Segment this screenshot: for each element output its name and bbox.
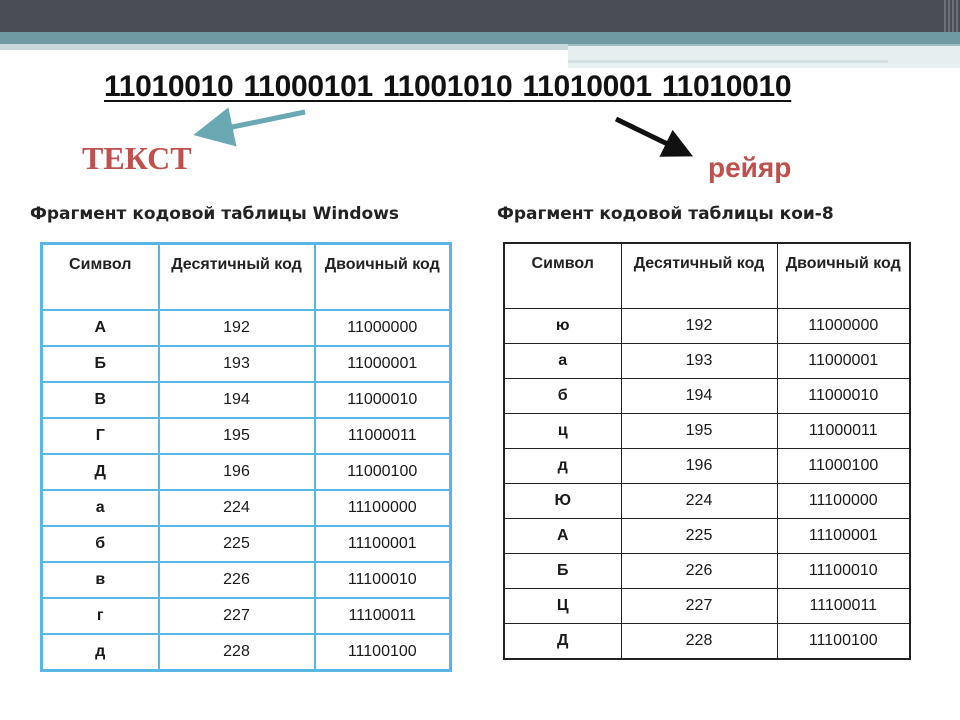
cell-symbol: Ю	[504, 484, 621, 519]
cell-symbol: А	[504, 519, 621, 554]
cell-decimal: 196	[159, 454, 315, 490]
koi8-table-body	[504, 309, 910, 660]
header-binary: Двоичный код	[315, 244, 451, 311]
header-symbol: Символ	[42, 244, 159, 311]
cell-symbol: б	[504, 379, 621, 414]
cell-decimal: 192	[621, 309, 777, 344]
table-row	[504, 344, 910, 379]
cell-symbol: Д	[504, 624, 621, 660]
cell-symbol: в	[42, 562, 159, 598]
header-binary: Двоичный код	[777, 243, 910, 309]
cell-binary: 11100000	[777, 484, 910, 519]
cell-symbol: б	[42, 526, 159, 562]
koi8-table-caption: Фрагмент кодовой таблицы кои-8	[497, 204, 834, 224]
table-row	[504, 589, 910, 624]
cell-decimal: 226	[621, 554, 777, 589]
cell-binary: 11100001	[315, 526, 451, 562]
cell-decimal: 224	[621, 484, 777, 519]
cell-binary: 11100001	[777, 519, 910, 554]
cell-binary: 11100010	[777, 554, 910, 589]
cell-binary: 11000011	[315, 418, 451, 454]
cell-symbol: В	[42, 382, 159, 418]
table-row	[504, 449, 910, 484]
table-row	[42, 310, 451, 346]
cell-symbol: а	[42, 490, 159, 526]
cell-symbol: д	[504, 449, 621, 484]
cell-binary: 11000011	[777, 414, 910, 449]
table-row	[504, 554, 910, 589]
cell-symbol: Б	[42, 346, 159, 382]
cell-decimal: 224	[159, 490, 315, 526]
cell-binary: 11000001	[315, 346, 451, 382]
cell-decimal: 194	[621, 379, 777, 414]
cell-binary: 11000000	[777, 309, 910, 344]
binary-sequence: 11010010 11000101 11001010 11010001 11010010	[104, 70, 792, 103]
table-row	[42, 598, 451, 634]
cell-symbol: Д	[42, 454, 159, 490]
cell-decimal: 226	[159, 562, 315, 598]
table-row	[42, 634, 451, 671]
arrow-left-icon	[208, 112, 305, 132]
cell-decimal: 194	[159, 382, 315, 418]
cell-decimal: 227	[621, 589, 777, 624]
cell-decimal: 225	[159, 526, 315, 562]
table-row	[504, 309, 910, 344]
table-row	[42, 382, 451, 418]
table-row	[504, 379, 910, 414]
cell-binary: 11100100	[315, 634, 451, 671]
cell-binary: 11000010	[315, 382, 451, 418]
cell-binary: 11000100	[315, 454, 451, 490]
table-row	[42, 346, 451, 382]
cell-symbol: Б	[504, 554, 621, 589]
cell-binary: 11100100	[777, 624, 910, 660]
cell-decimal: 225	[621, 519, 777, 554]
table-row	[504, 519, 910, 554]
cell-binary: 11100011	[315, 598, 451, 634]
cell-decimal: 193	[159, 346, 315, 382]
windows-table-body	[42, 310, 451, 671]
cell-symbol: а	[504, 344, 621, 379]
decoded-word-koi8: рейяр	[708, 152, 792, 183]
windows-code-table	[40, 242, 452, 672]
cell-symbol: ц	[504, 414, 621, 449]
cell-decimal: 195	[159, 418, 315, 454]
cell-binary: 11000100	[777, 449, 910, 484]
cell-binary: 11100010	[315, 562, 451, 598]
table-row	[42, 490, 451, 526]
arrow-right-icon	[616, 119, 684, 152]
cell-decimal: 228	[621, 624, 777, 660]
cell-binary: 11100000	[315, 490, 451, 526]
cell-decimal: 193	[621, 344, 777, 379]
table-header-row	[42, 244, 451, 311]
cell-symbol: Ц	[504, 589, 621, 624]
cell-binary: 11000010	[777, 379, 910, 414]
header-decimal: Десятичный код	[621, 243, 777, 309]
cell-decimal: 227	[159, 598, 315, 634]
cell-decimal: 228	[159, 634, 315, 671]
table-row	[42, 526, 451, 562]
table-row	[504, 624, 910, 660]
decoded-word-windows: ТЕКСТ	[82, 140, 192, 176]
cell-symbol: г	[42, 598, 159, 634]
koi8-code-table	[503, 242, 911, 660]
cell-symbol: Г	[42, 418, 159, 454]
cell-symbol: д	[42, 634, 159, 671]
header-symbol: Символ	[504, 243, 621, 309]
cell-binary: 11000000	[315, 310, 451, 346]
cell-symbol: А	[42, 310, 159, 346]
cell-decimal: 195	[621, 414, 777, 449]
table-row	[42, 418, 451, 454]
table-row	[42, 562, 451, 598]
table-header-row	[504, 243, 910, 309]
cell-binary: 11000001	[777, 344, 910, 379]
cell-symbol: ю	[504, 309, 621, 344]
windows-table-caption: Фрагмент кодовой таблицы Windows	[30, 204, 400, 224]
cell-decimal: 192	[159, 310, 315, 346]
table-row	[504, 414, 910, 449]
cell-decimal: 196	[621, 449, 777, 484]
table-row	[504, 484, 910, 519]
cell-binary: 11100011	[777, 589, 910, 624]
table-row	[42, 454, 451, 490]
header-decimal: Десятичный код	[159, 244, 315, 311]
